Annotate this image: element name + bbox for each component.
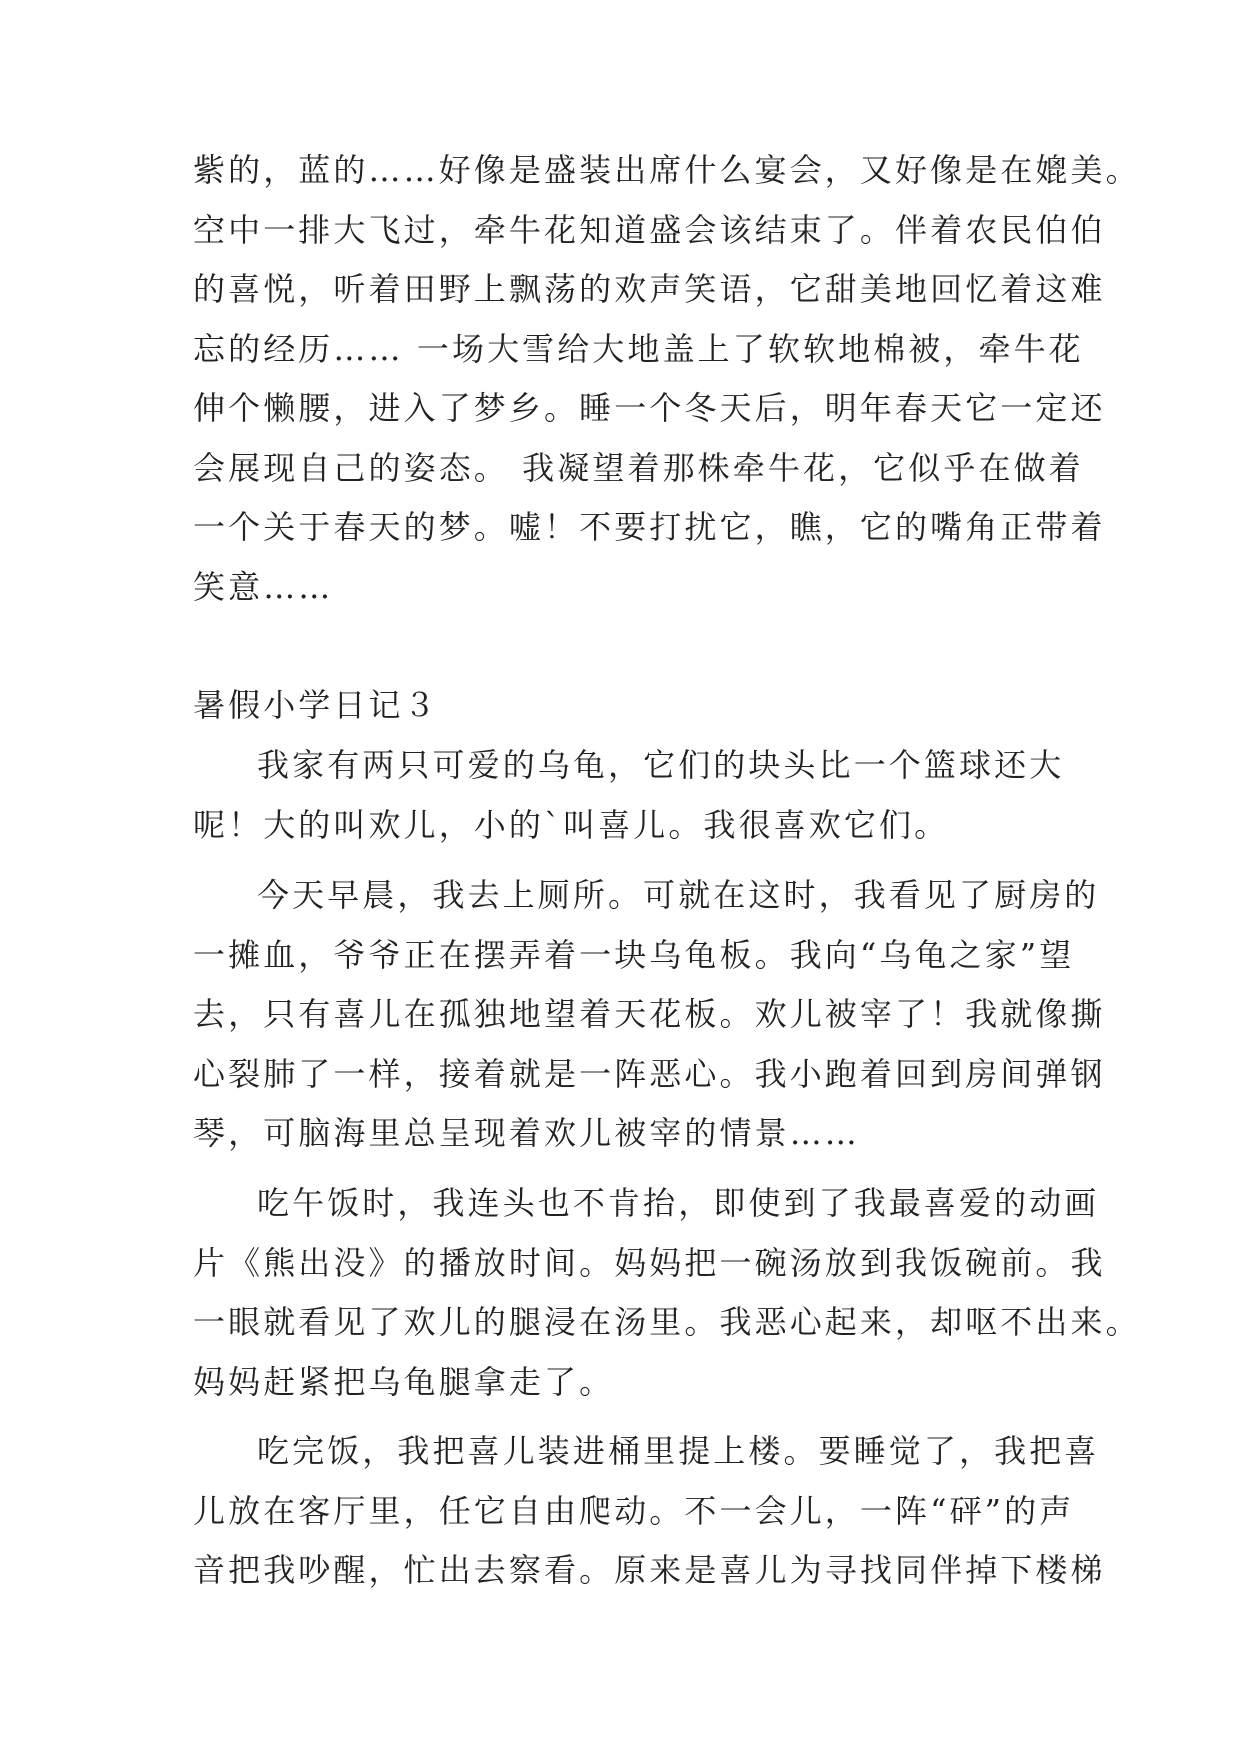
text-line: 伸个懒腰，进入了梦乡。睡一个冬天后，明年春天它一定还: [193, 389, 1106, 427]
paragraph-line: 呢！大的叫欢儿，小的`叫喜儿。我很喜欢它们。: [193, 806, 950, 844]
paragraph-line: 去，只有喜儿在孤独地望着天花板。欢儿被宰了！我就像撕: [193, 995, 1106, 1033]
paragraph-line: 片《熊出没》的播放时间。妈妈把一碗汤放到我饭碗前。我: [193, 1244, 1106, 1282]
text-line: 一个关于春天的梦。嘘！不要打扰它，瞧，它的嘴角正带着: [193, 508, 1106, 546]
text-line: 笑意……: [193, 568, 334, 606]
paragraph-line: 妈妈赶紧把乌龟腿拿走了。: [193, 1363, 615, 1401]
text-line: 会展现自己的姿态。 我凝望着那株牵牛花，它似乎在做着: [193, 449, 1084, 487]
section-heading: 暑假小学日记３: [193, 686, 439, 724]
paragraph-line: 今天早晨，我去上厕所。可就在这时，我看见了厨房的: [257, 876, 1100, 914]
paragraph-line: 琴，可脑海里总呈现着欢儿被宰的情景……: [193, 1114, 860, 1152]
paragraph-line: 吃完饭，我把喜儿装进桶里提上楼。要睡觉了，我把喜: [257, 1432, 1100, 1470]
text-line: 忘的经历…… 一场大雪给大地盖上了软软地棉被，牵牛花: [193, 330, 1084, 368]
text-line: 的喜悦，听着田野上飘荡的欢声笑语，它甜美地回忆着这难: [193, 270, 1106, 308]
paragraph-line: 音把我吵醒，忙出去察看。原来是喜儿为寻找同伴掉下楼梯: [193, 1551, 1106, 1589]
paragraph-line: 心裂肺了一样，接着就是一阵恶心。我小跑着回到房间弹钢: [193, 1055, 1106, 1093]
paragraph-line: 吃午饭时，我连头也不肯抬，即使到了我最喜爱的动画: [257, 1184, 1100, 1222]
paragraph-line: 一眼就看见了欢儿的腿浸在汤里。我恶心起来，却呕不出来。: [193, 1303, 1141, 1341]
text-line: 空中一排大飞过，牵牛花知道盛会该结束了。伴着农民伯伯: [193, 211, 1106, 249]
paragraph-line: 儿放在客厅里，任它自由爬动。不一会儿，一阵“砰”的声: [193, 1492, 1075, 1530]
paragraph-line: 一摊血，爷爷正在摆弄着一块乌龟板。我向“乌龟之家”望: [193, 936, 1075, 974]
paragraph-line: 我家有两只可爱的乌龟，它们的块头比一个篮球还大: [257, 746, 1065, 784]
text-line: 紫的，蓝的……好像是盛装出席什么宴会，又好像是在媲美。: [193, 151, 1141, 189]
